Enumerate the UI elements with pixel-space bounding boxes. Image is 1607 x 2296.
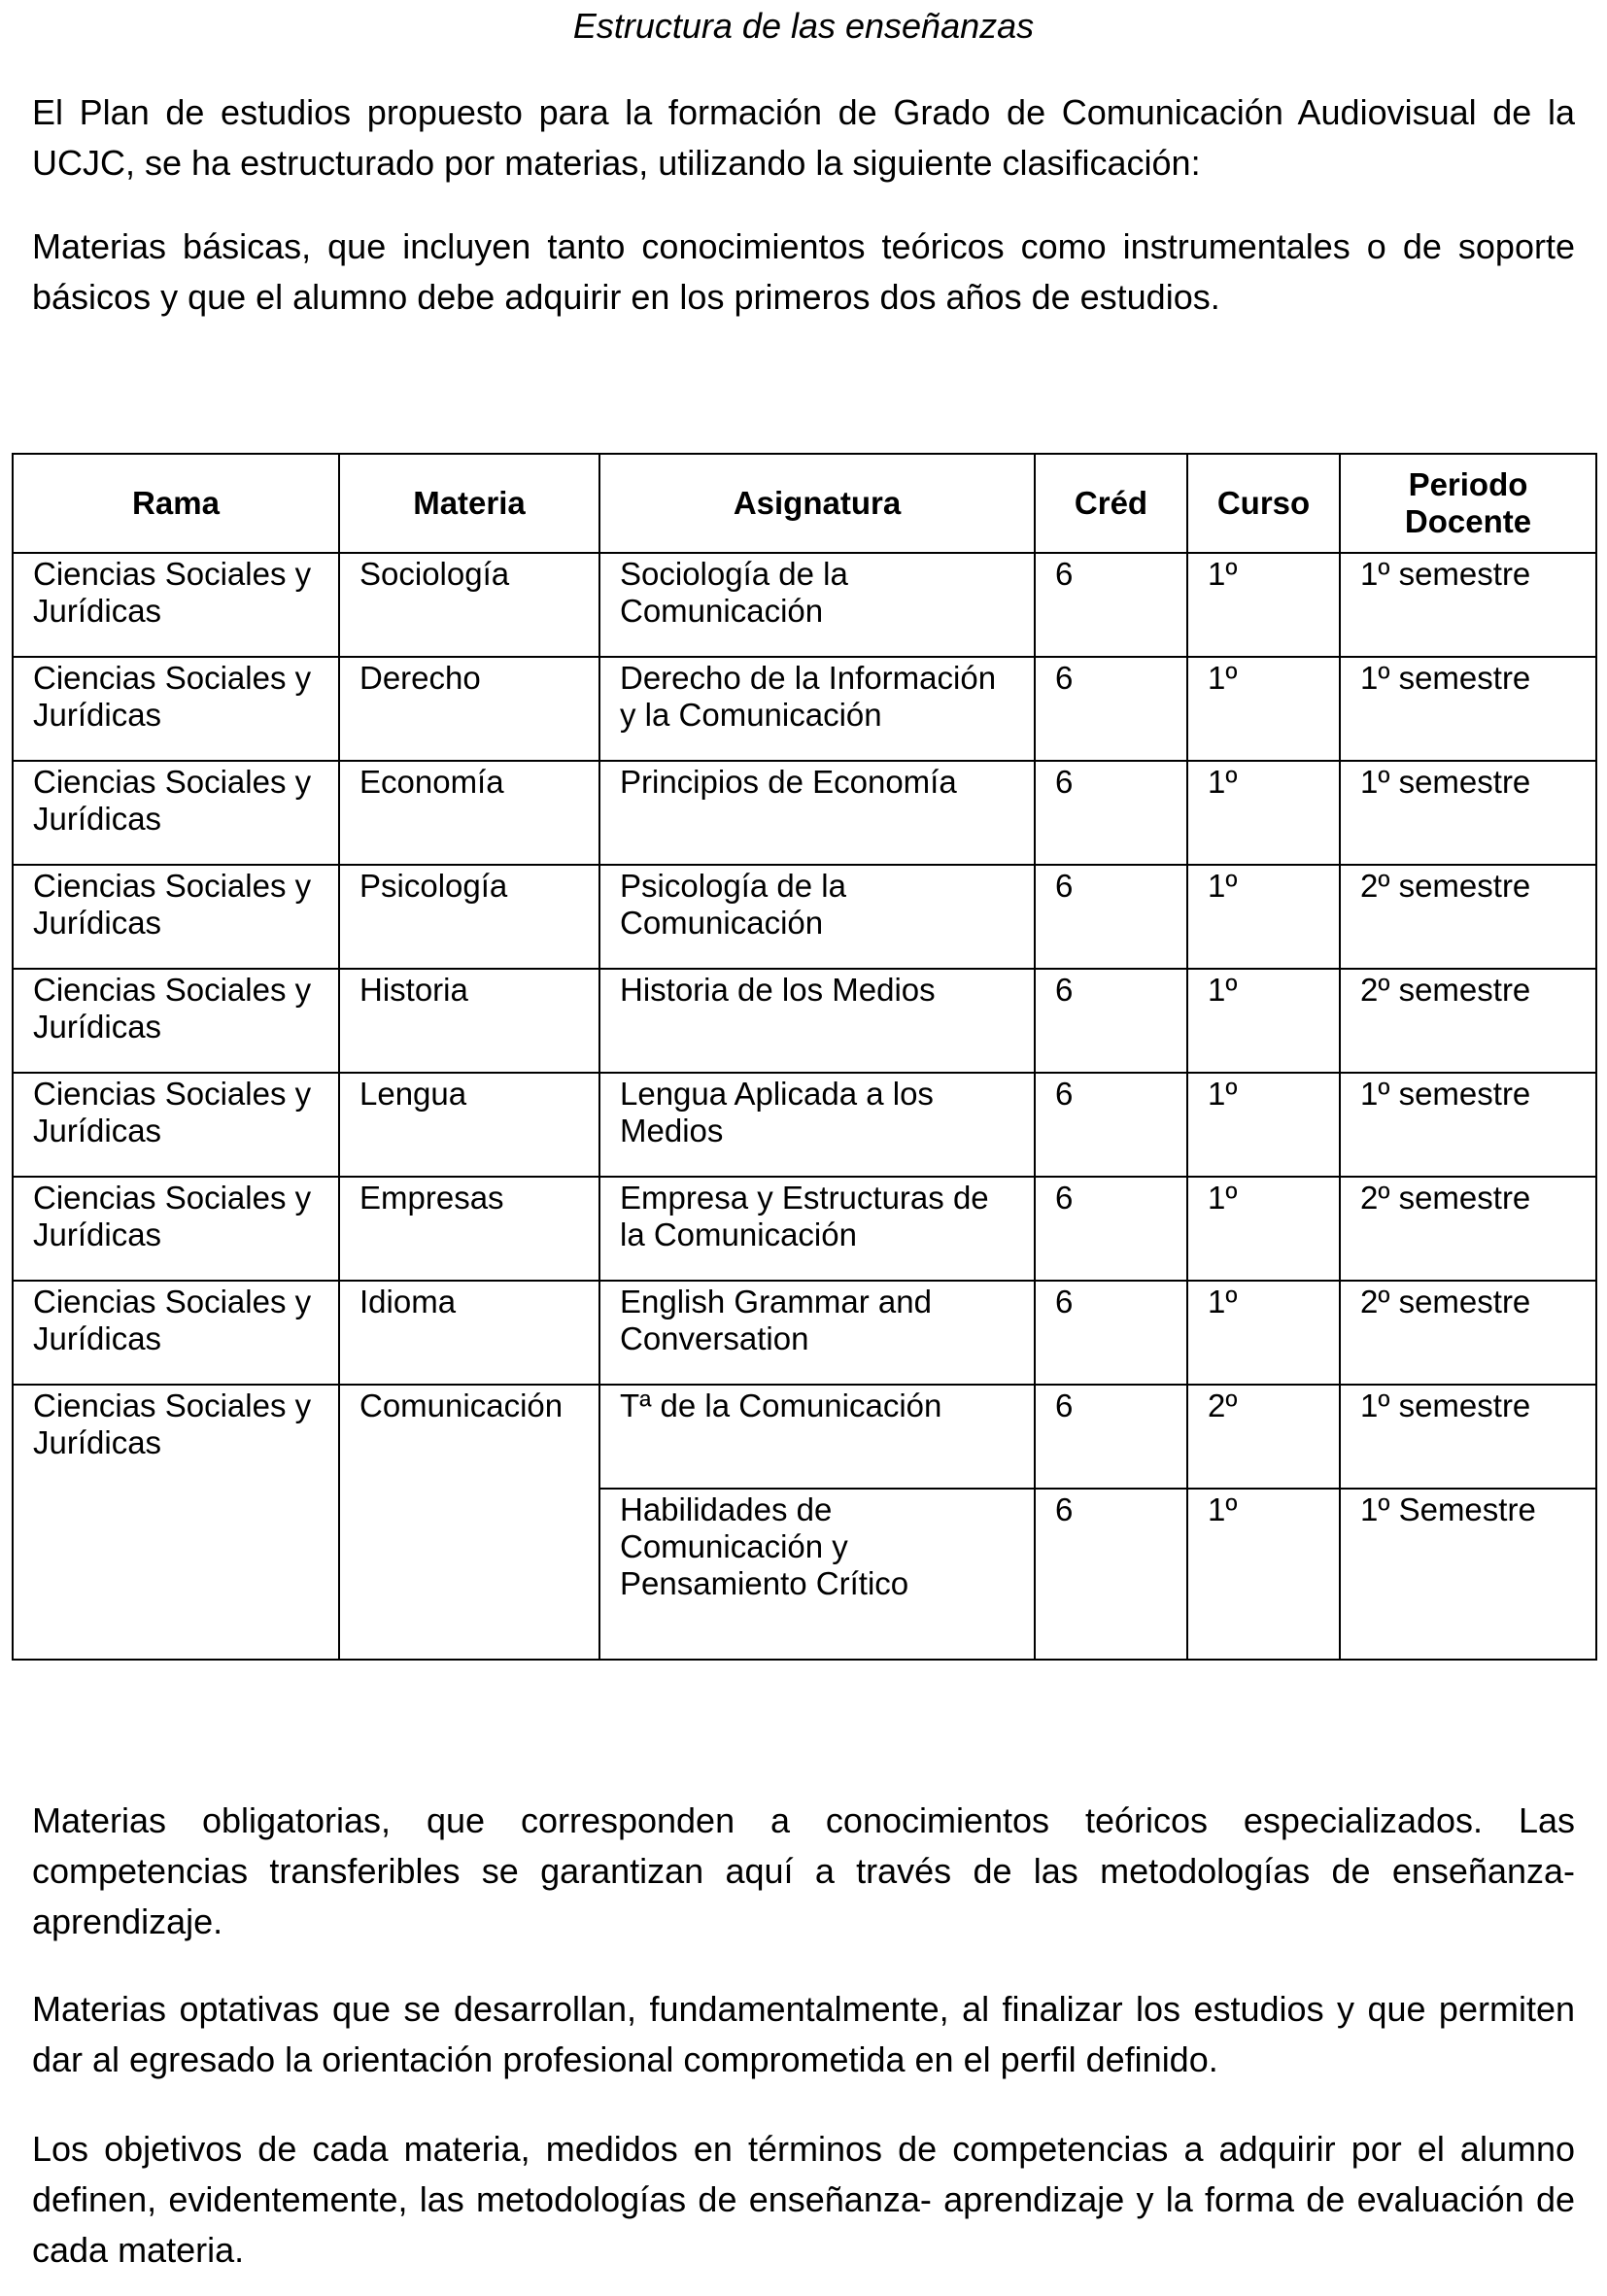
- intro-paragraph-1: El Plan de estudios propuesto para la formación de Grado de Comunicación Audiovisual de la UCJC, se ha estructurado por materias, utilizando la siguiente clasificación:: [32, 92, 1575, 183]
- table-row: [13, 761, 1596, 865]
- cell-cred: 6: [1035, 553, 1187, 657]
- table-row: [13, 1073, 1596, 1177]
- cell-curso: 1º: [1187, 1281, 1340, 1385]
- cell-periodo: 1º semestre: [1340, 1385, 1596, 1489]
- cell-asignatura: Historia de los Medios: [599, 969, 1035, 1073]
- cell-cred: 6: [1035, 657, 1187, 761]
- cell-curso: 1º: [1187, 865, 1340, 969]
- cell-rama: Ciencias Sociales y Jurídicas: [13, 1073, 339, 1177]
- cell-curso: 1º: [1187, 1177, 1340, 1281]
- cell-cred: 6: [1035, 761, 1187, 865]
- cell-curso: 1º: [1187, 969, 1340, 1073]
- cell-curso: 1º: [1187, 553, 1340, 657]
- section-heading: Estructura de las enseñanzas: [572, 6, 1035, 46]
- cell-asignatura: Sociología de la Comunicación: [599, 553, 1035, 657]
- cell-periodo: 1º semestre: [1340, 553, 1596, 657]
- header-rama: Rama: [13, 454, 339, 553]
- cell-materia: Idioma: [339, 1281, 599, 1385]
- cell-asignatura: Tª de la Comunicación: [599, 1385, 1035, 1489]
- cell-rama: Ciencias Sociales y Jurídicas: [13, 865, 339, 969]
- cell-asignatura: English Grammar and Conversation: [599, 1281, 1035, 1385]
- cell-periodo: 1º semestre: [1340, 1073, 1596, 1177]
- cell-periodo: 1º semestre: [1340, 657, 1596, 761]
- closing-paragraph-2: Materias optativas que se desarrollan, fundamentalmente, al finalizar los estudios y que permiten dar al egresado la orientación profesional comprometida en el perfil definido.: [32, 1989, 1575, 2079]
- cell-materia: Comunicación: [339, 1385, 599, 1660]
- cell-cred: 6: [1035, 1281, 1187, 1385]
- cell-asignatura: Habilidades de Comunicación y Pensamiento Crítico: [599, 1489, 1035, 1660]
- cell-cred: 6: [1035, 1177, 1187, 1281]
- cell-rama: Ciencias Sociales y Jurídicas: [13, 1281, 339, 1385]
- cell-cred: 6: [1035, 865, 1187, 969]
- cell-asignatura: Principios de Economía: [599, 761, 1035, 865]
- cell-rama: Ciencias Sociales y Jurídicas: [13, 1177, 339, 1281]
- cell-cred: 6: [1035, 1073, 1187, 1177]
- header-periodo: Periodo Docente: [1340, 454, 1596, 553]
- table-row: [13, 553, 1596, 657]
- cell-asignatura: Empresa y Estructuras de la Comunicación: [599, 1177, 1035, 1281]
- header-materia: Materia: [339, 454, 599, 553]
- table-row: [13, 1385, 1596, 1489]
- cell-periodo: 1º Semestre: [1340, 1489, 1596, 1660]
- cell-asignatura: Psicología de la Comunicación: [599, 865, 1035, 969]
- cell-periodo: 2º semestre: [1340, 969, 1596, 1073]
- header-curso: Curso: [1187, 454, 1340, 553]
- cell-rama: Ciencias Sociales y Jurídicas: [13, 761, 339, 865]
- table-row: [13, 1177, 1596, 1281]
- cell-curso: 1º: [1187, 761, 1340, 865]
- cell-asignatura: Derecho de la Información y la Comunicación: [599, 657, 1035, 761]
- cell-curso: 1º: [1187, 657, 1340, 761]
- cell-rama: Ciencias Sociales y Jurídicas: [13, 553, 339, 657]
- cell-periodo: 2º semestre: [1340, 1177, 1596, 1281]
- table-row: [13, 865, 1596, 969]
- table-row: [13, 969, 1596, 1073]
- cell-rama: Ciencias Sociales y Jurídicas: [13, 969, 339, 1073]
- cell-cred: 6: [1035, 969, 1187, 1073]
- table-row: [13, 657, 1596, 761]
- cell-materia: Lengua: [339, 1073, 599, 1177]
- cell-periodo: 2º semestre: [1340, 865, 1596, 969]
- closing-paragraph-3: Los objetivos de cada materia, medidos en términos de competencias a adquirir por el alumno definen, evidentemente, las metodologías de enseñanza- aprendizaje y la forma de evaluación de cada materia.: [32, 2129, 1575, 2270]
- cell-rama: Ciencias Sociales y Jurídicas: [13, 657, 339, 761]
- header-asignatura: Asignatura: [599, 454, 1035, 553]
- cell-asignatura: Lengua Aplicada a los Medios: [599, 1073, 1035, 1177]
- cell-curso: 1º: [1187, 1073, 1340, 1177]
- cell-cred: 6: [1035, 1385, 1187, 1489]
- closing-paragraph-1: Materias obligatorias, que corresponden a conocimientos teóricos especializados. Las competencias transferibles se garantizan aquí a través de las metodologías de enseñanza- aprendizaje.: [32, 1800, 1575, 1941]
- header-cred: Créd: [1035, 454, 1187, 553]
- cell-materia: Historia: [339, 969, 599, 1073]
- cell-materia: Sociología: [339, 553, 599, 657]
- cell-curso: 1º: [1187, 1489, 1340, 1660]
- cell-materia: Psicología: [339, 865, 599, 969]
- cell-curso: 2º: [1187, 1385, 1340, 1489]
- table-header-row: [13, 454, 1596, 553]
- cell-materia: Economía: [339, 761, 599, 865]
- cell-cred: 6: [1035, 1489, 1187, 1660]
- cell-materia: Derecho: [339, 657, 599, 761]
- intro-paragraph-2: Materias básicas, que incluyen tanto conocimientos teóricos como instrumentales o de soporte básicos y que el alumno debe adquirir en los primeros dos años de estudios.: [32, 226, 1575, 317]
- cell-periodo: 1º semestre: [1340, 761, 1596, 865]
- cell-rama: Ciencias Sociales y Jurídicas: [13, 1385, 339, 1660]
- table-row: [13, 1281, 1596, 1385]
- subjects-table: [12, 453, 1597, 1661]
- cell-periodo: 2º semestre: [1340, 1281, 1596, 1385]
- cell-materia: Empresas: [339, 1177, 599, 1281]
